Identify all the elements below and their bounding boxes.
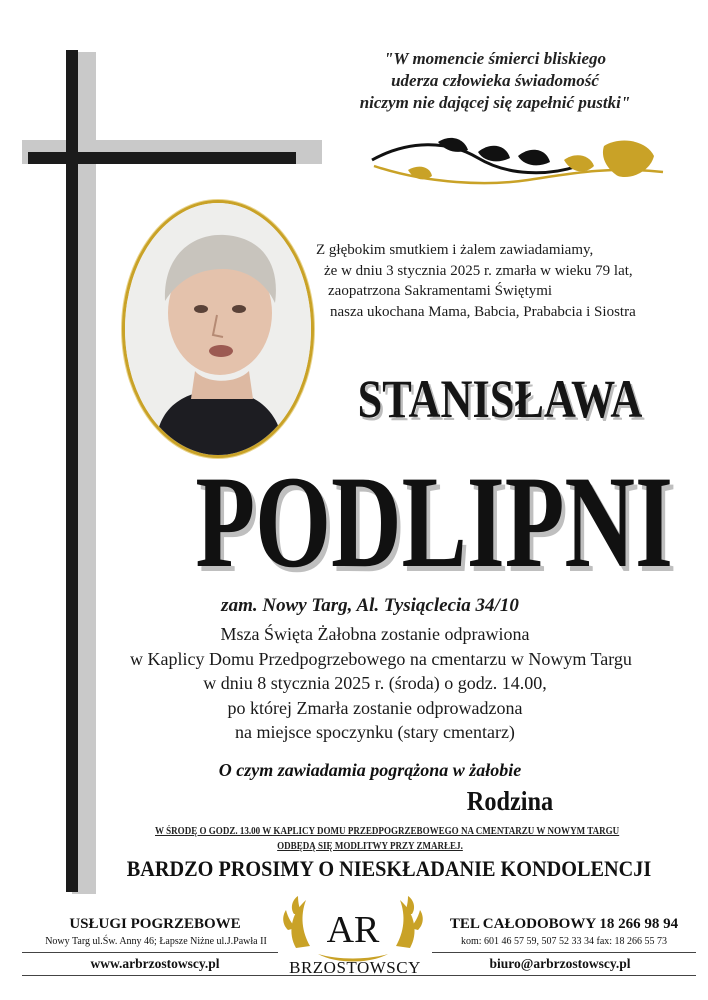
- mobile-fax-numbers: kom: 601 46 57 59, 507 52 33 34 fax: 18 266 55 73: [460, 936, 668, 947]
- company-logo-name: BRZOSTOWSCY: [289, 958, 421, 977]
- website-link[interactable]: www.arbrzostowscy.pl: [90, 956, 220, 971]
- intro-line-1: Z głębokim smutkiem i żalem zawiadamiamy,: [316, 242, 594, 258]
- funeral-services-title: USŁUGI POGRZEBOWE: [69, 916, 241, 932]
- prayer-line-1: W ŚRODĘ O GODZ. 13.00 W KAPLICY DOMU PRZEDPOGRZEBOWEGO NA CMENTARZU W NOWYM TARGU: [155, 826, 620, 837]
- deceased-first-name: STANISŁAWA: [357, 369, 643, 429]
- leaf-ornament-icon: [368, 136, 668, 196]
- announcement-intro: [316, 240, 676, 322]
- funeral-mass-info: [130, 622, 632, 745]
- quote-line-1: "W momencie śmierci bliskiego: [383, 49, 607, 68]
- intro-line-2: że w dniu 3 stycznia 2025 r. zmarła w wieku 79 lat,: [324, 262, 633, 279]
- footer-divider-left: [22, 952, 278, 953]
- cross-vertical-bar: [66, 50, 78, 892]
- quote-line-2: uderza człowieka świadomość: [391, 71, 599, 90]
- family-signature: Rodzina: [466, 786, 554, 816]
- prayer-line-2: ODBĘDĄ SIĘ MODLITWY PRZY ZMARŁEJ.: [277, 841, 463, 852]
- prayer-notice: [155, 824, 620, 854]
- deceased-portrait-photo: [122, 200, 314, 458]
- intro-line-4: nasza ukochana Mama, Babcia, Prababcia i Siostra: [330, 303, 636, 320]
- memorial-quote: [330, 48, 660, 114]
- portrait-illustration: [125, 203, 311, 455]
- deceased-address: zam. Nowy Targ, Al. Tysiąclecia 34/10: [221, 595, 519, 616]
- condolence-request: BARDZO PROSIMY O NIESKŁADANIE KONDOLENCJI: [126, 856, 652, 881]
- mass-line-3: w dniu 8 stycznia 2025 r. (środa) o godz. 14.00,: [203, 673, 547, 693]
- cross-horizontal-bar: [28, 152, 296, 164]
- intro-line-3: zaopatrzona Sakramentami Świętymi: [328, 283, 553, 299]
- logo-initials: AR: [326, 909, 380, 951]
- phone-24h: TEL CAŁODOBOWY 18 266 98 94: [449, 916, 679, 932]
- mass-line-5: na miejsce spoczynku (stary cmentarz): [235, 722, 515, 742]
- mass-line-1: Msza Święta Żałobna zostanie odprawiona: [220, 624, 530, 644]
- mass-line-4: po której Zmarła zostanie odprowadzona: [227, 697, 523, 718]
- footer-divider-right: [432, 952, 696, 953]
- quote-line-3: niczym nie dającej się zapełnić pustki": [359, 93, 631, 112]
- funeral-services-address: Nowy Targ ul.Św. Anny 46; Łapsze Niżne ul.J.Pawła II: [45, 936, 267, 947]
- mass-line-2: w Kaplicy Domu Przedpogrzebowego na cmentarzu w Nowym Targu: [130, 648, 632, 669]
- notify-line: O czym zawiadamia pogrążona w żałobie: [218, 760, 522, 780]
- email-link[interactable]: biuro@arbrzostowscy.pl: [489, 956, 631, 971]
- deceased-last-name: PODLIPNI: [195, 448, 673, 595]
